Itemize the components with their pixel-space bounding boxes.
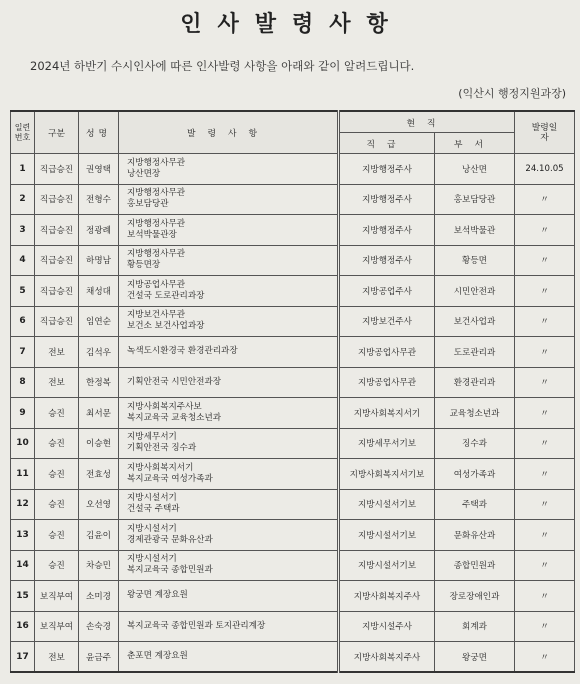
row-current-rank: 지방공업사무관	[339, 337, 435, 368]
row-name: 소미경	[79, 581, 119, 612]
row-current-dept: 징수과	[435, 428, 515, 459]
row-details-line2: 복지교육국 교육청소년과	[127, 412, 222, 423]
row-current-rank: 지방공업사무관	[339, 367, 435, 398]
row-current-rank: 지방시설서기보	[339, 550, 435, 581]
row-current-rank: 지방사회복지주사	[339, 642, 435, 673]
intro-text: 2024년 하반기 수시인사에 따른 인사발령 사항을 아래와 같이 알려드립니다.	[30, 59, 415, 73]
row-details-line1: 지방시설서기	[127, 493, 177, 504]
row-details-line1: 지방행정사무관	[127, 249, 186, 260]
row-name: 권영택	[79, 154, 119, 185]
row-details-line2: 복지교육국 종합민원과	[127, 565, 213, 576]
row-date: 24.10.05	[515, 154, 575, 185]
table-row	[11, 215, 575, 246]
row-details-line2: 보건소 보건사업과장	[127, 321, 205, 332]
table-row	[11, 428, 575, 459]
row-current-rank: 지방시설서기보	[339, 520, 435, 551]
row-number: 1	[11, 154, 35, 185]
row-details	[119, 184, 339, 215]
row-type: 승진	[35, 489, 79, 520]
row-number: 9	[11, 398, 35, 429]
row-details-line1: 왕궁면 계장요원	[127, 590, 188, 601]
row-type: 직급승진	[35, 215, 79, 246]
row-details-line2: 복지교육국 여성가족과	[127, 473, 213, 484]
row-type: 전보	[35, 337, 79, 368]
row-current-rank: 지방행정주사	[339, 215, 435, 246]
row-type: 보직부여	[35, 581, 79, 612]
row-number: 10	[11, 428, 35, 459]
row-details-line1: 지방행정사무관	[127, 188, 186, 199]
row-current-rank: 지방공업주사	[339, 276, 435, 307]
row-date: 〃	[515, 428, 575, 459]
row-name: 한정복	[79, 367, 119, 398]
row-type: 직급승진	[35, 245, 79, 276]
row-type: 직급승진	[35, 306, 79, 337]
table-row	[11, 184, 575, 215]
row-current-rank: 지방사회복지주사	[339, 581, 435, 612]
row-name: 김윤이	[79, 520, 119, 551]
row-details	[119, 520, 339, 551]
row-details-line1: 춘포면 계장요원	[127, 651, 188, 661]
row-details	[119, 337, 339, 368]
header-no: 일련번호	[11, 111, 35, 154]
row-current-rank: 지방시설서기보	[339, 489, 435, 520]
header-details: 발령사항	[119, 111, 339, 154]
row-current-dept: 보석박물관	[435, 215, 515, 246]
issuer-note: (익산시 행정지원과장)	[458, 87, 566, 100]
header-date: 발령일자	[515, 111, 575, 154]
row-current-dept: 장로장애인과	[435, 581, 515, 612]
row-name: 윤금주	[79, 642, 119, 673]
row-details-line1: 지방세무서기	[127, 432, 177, 443]
row-current-rank: 지방사회복지서기보	[339, 459, 435, 490]
row-type: 승진	[35, 398, 79, 429]
row-current-rank: 지방행정주사	[339, 184, 435, 215]
row-date: 〃	[515, 276, 575, 307]
row-details-line1: 지방행정사무관	[127, 157, 186, 168]
row-name: 임연순	[79, 306, 119, 337]
row-type: 직급승진	[35, 276, 79, 307]
row-details	[119, 459, 339, 490]
table-row	[11, 245, 575, 276]
row-date: 〃	[515, 520, 575, 551]
header-current: 현직	[339, 111, 515, 133]
header-type: 구분	[35, 111, 79, 154]
row-number: 16	[11, 611, 35, 642]
row-name: 정광례	[79, 215, 119, 246]
row-current-dept: 환경관리과	[435, 367, 515, 398]
row-name: 채성대	[79, 276, 119, 307]
row-current-dept: 도로관리과	[435, 337, 515, 368]
row-type: 승진	[35, 520, 79, 551]
row-current-rank: 지방시설주사	[339, 611, 435, 642]
table-row	[11, 520, 575, 551]
row-name: 차승민	[79, 550, 119, 581]
row-name: 하명남	[79, 245, 119, 276]
row-number: 13	[11, 520, 35, 551]
appointment-table	[10, 110, 575, 673]
table-row	[11, 398, 575, 429]
row-details	[119, 550, 339, 581]
row-current-dept: 왕궁면	[435, 642, 515, 673]
row-name: 전효성	[79, 459, 119, 490]
row-number: 5	[11, 276, 35, 307]
row-date: 〃	[515, 611, 575, 642]
row-current-dept: 홍보담당관	[435, 184, 515, 215]
row-current-rank: 지방행정주사	[339, 245, 435, 276]
row-type: 승진	[35, 459, 79, 490]
row-name: 전형수	[79, 184, 119, 215]
page-title: 인사발령사항	[180, 11, 404, 37]
row-details-line1: 기획안전국 시민안전과장	[127, 376, 222, 387]
row-number: 11	[11, 459, 35, 490]
row-details-line1: 복지교육국 종합민원과 토지관리계장	[127, 620, 266, 631]
header-name: 성명	[79, 111, 119, 154]
table-row	[11, 337, 575, 368]
row-date: 〃	[515, 459, 575, 490]
row-current-dept: 주택과	[435, 489, 515, 520]
table-row	[11, 459, 575, 490]
row-name: 최서문	[79, 398, 119, 429]
row-number: 4	[11, 245, 35, 276]
row-details-line1: 지방사회복지서기	[127, 462, 194, 473]
row-number: 17	[11, 642, 35, 673]
row-details	[119, 215, 339, 246]
row-current-dept: 종합민원과	[435, 550, 515, 581]
row-date: 〃	[515, 642, 575, 673]
row-number: 15	[11, 581, 35, 612]
row-type: 전보	[35, 367, 79, 398]
table-row	[11, 642, 575, 673]
table-row	[11, 611, 575, 642]
row-date: 〃	[515, 581, 575, 612]
row-details-line1: 지방행정사무관	[127, 218, 186, 229]
row-details	[119, 306, 339, 337]
row-name: 김석우	[79, 337, 119, 368]
row-details-line2: 황등면장	[127, 260, 161, 271]
row-current-dept: 회계과	[435, 611, 515, 642]
row-details	[119, 611, 339, 642]
row-details-line1: 지방사회복지주사보	[127, 401, 202, 412]
row-number: 6	[11, 306, 35, 337]
row-details-line2: 건설국 도로관리과장	[127, 290, 205, 301]
row-details	[119, 642, 339, 673]
row-date: 〃	[515, 215, 575, 246]
header-dept: 부서	[435, 133, 515, 154]
row-details-line1: 지방시설서기	[127, 554, 177, 565]
row-type: 직급승진	[35, 154, 79, 185]
row-current-rank: 지방보건주사	[339, 306, 435, 337]
row-current-dept: 교육청소년과	[435, 398, 515, 429]
row-number: 14	[11, 550, 35, 581]
row-details	[119, 245, 339, 276]
row-details-line2: 홍보담당관	[127, 199, 169, 210]
table-row	[11, 489, 575, 520]
table-row	[11, 367, 575, 398]
row-current-dept: 보건사업과	[435, 306, 515, 337]
row-details	[119, 489, 339, 520]
row-details-line1: 지방시설서기	[127, 523, 177, 534]
row-details	[119, 581, 339, 612]
row-date: 〃	[515, 306, 575, 337]
table-row	[11, 306, 575, 337]
row-date: 〃	[515, 550, 575, 581]
row-details	[119, 428, 339, 459]
row-number: 7	[11, 337, 35, 368]
row-date: 〃	[515, 245, 575, 276]
row-number: 2	[11, 184, 35, 215]
table-row	[11, 581, 575, 612]
row-name: 오선영	[79, 489, 119, 520]
row-current-rank: 지방세무서기보	[339, 428, 435, 459]
row-name: 이승현	[79, 428, 119, 459]
row-date: 〃	[515, 489, 575, 520]
row-number: 3	[11, 215, 35, 246]
row-details	[119, 154, 339, 185]
row-name: 손숙경	[79, 611, 119, 642]
row-number: 12	[11, 489, 35, 520]
row-details-line1: 지방공업사무관	[127, 279, 186, 290]
row-current-rank: 지방행정주사	[339, 154, 435, 185]
row-details	[119, 367, 339, 398]
row-date: 〃	[515, 398, 575, 429]
row-details-line1: 지방보건사무관	[127, 310, 186, 321]
row-details-line2: 경제관광국 문화유산과	[127, 534, 213, 545]
table-row	[11, 154, 575, 185]
row-current-dept: 낭산면	[435, 154, 515, 185]
table-row	[11, 550, 575, 581]
row-number: 8	[11, 367, 35, 398]
row-type: 전보	[35, 642, 79, 673]
row-current-dept: 문화유산과	[435, 520, 515, 551]
row-type: 승진	[35, 550, 79, 581]
row-current-rank: 지방사회복지서기	[339, 398, 435, 429]
row-details	[119, 398, 339, 429]
row-details-line2: 기획안전국 징수과	[127, 443, 197, 454]
row-details	[119, 276, 339, 307]
row-date: 〃	[515, 367, 575, 398]
row-details-line2: 낭산면장	[127, 168, 161, 179]
row-current-dept: 시민안전과	[435, 276, 515, 307]
header-rank: 직급	[339, 133, 435, 154]
row-type: 직급승진	[35, 184, 79, 215]
row-current-dept: 황등면	[435, 245, 515, 276]
row-type: 보직부여	[35, 611, 79, 642]
row-type: 승진	[35, 428, 79, 459]
row-details-line1: 녹색도시환경국 환경관리과장	[127, 346, 238, 357]
row-details-line2: 건설국 주택과	[127, 504, 180, 515]
row-date: 〃	[515, 337, 575, 368]
row-current-dept: 여성가족과	[435, 459, 515, 490]
row-details-line2: 보석박물관장	[127, 229, 177, 240]
table-row	[11, 276, 575, 307]
row-date: 〃	[515, 184, 575, 215]
